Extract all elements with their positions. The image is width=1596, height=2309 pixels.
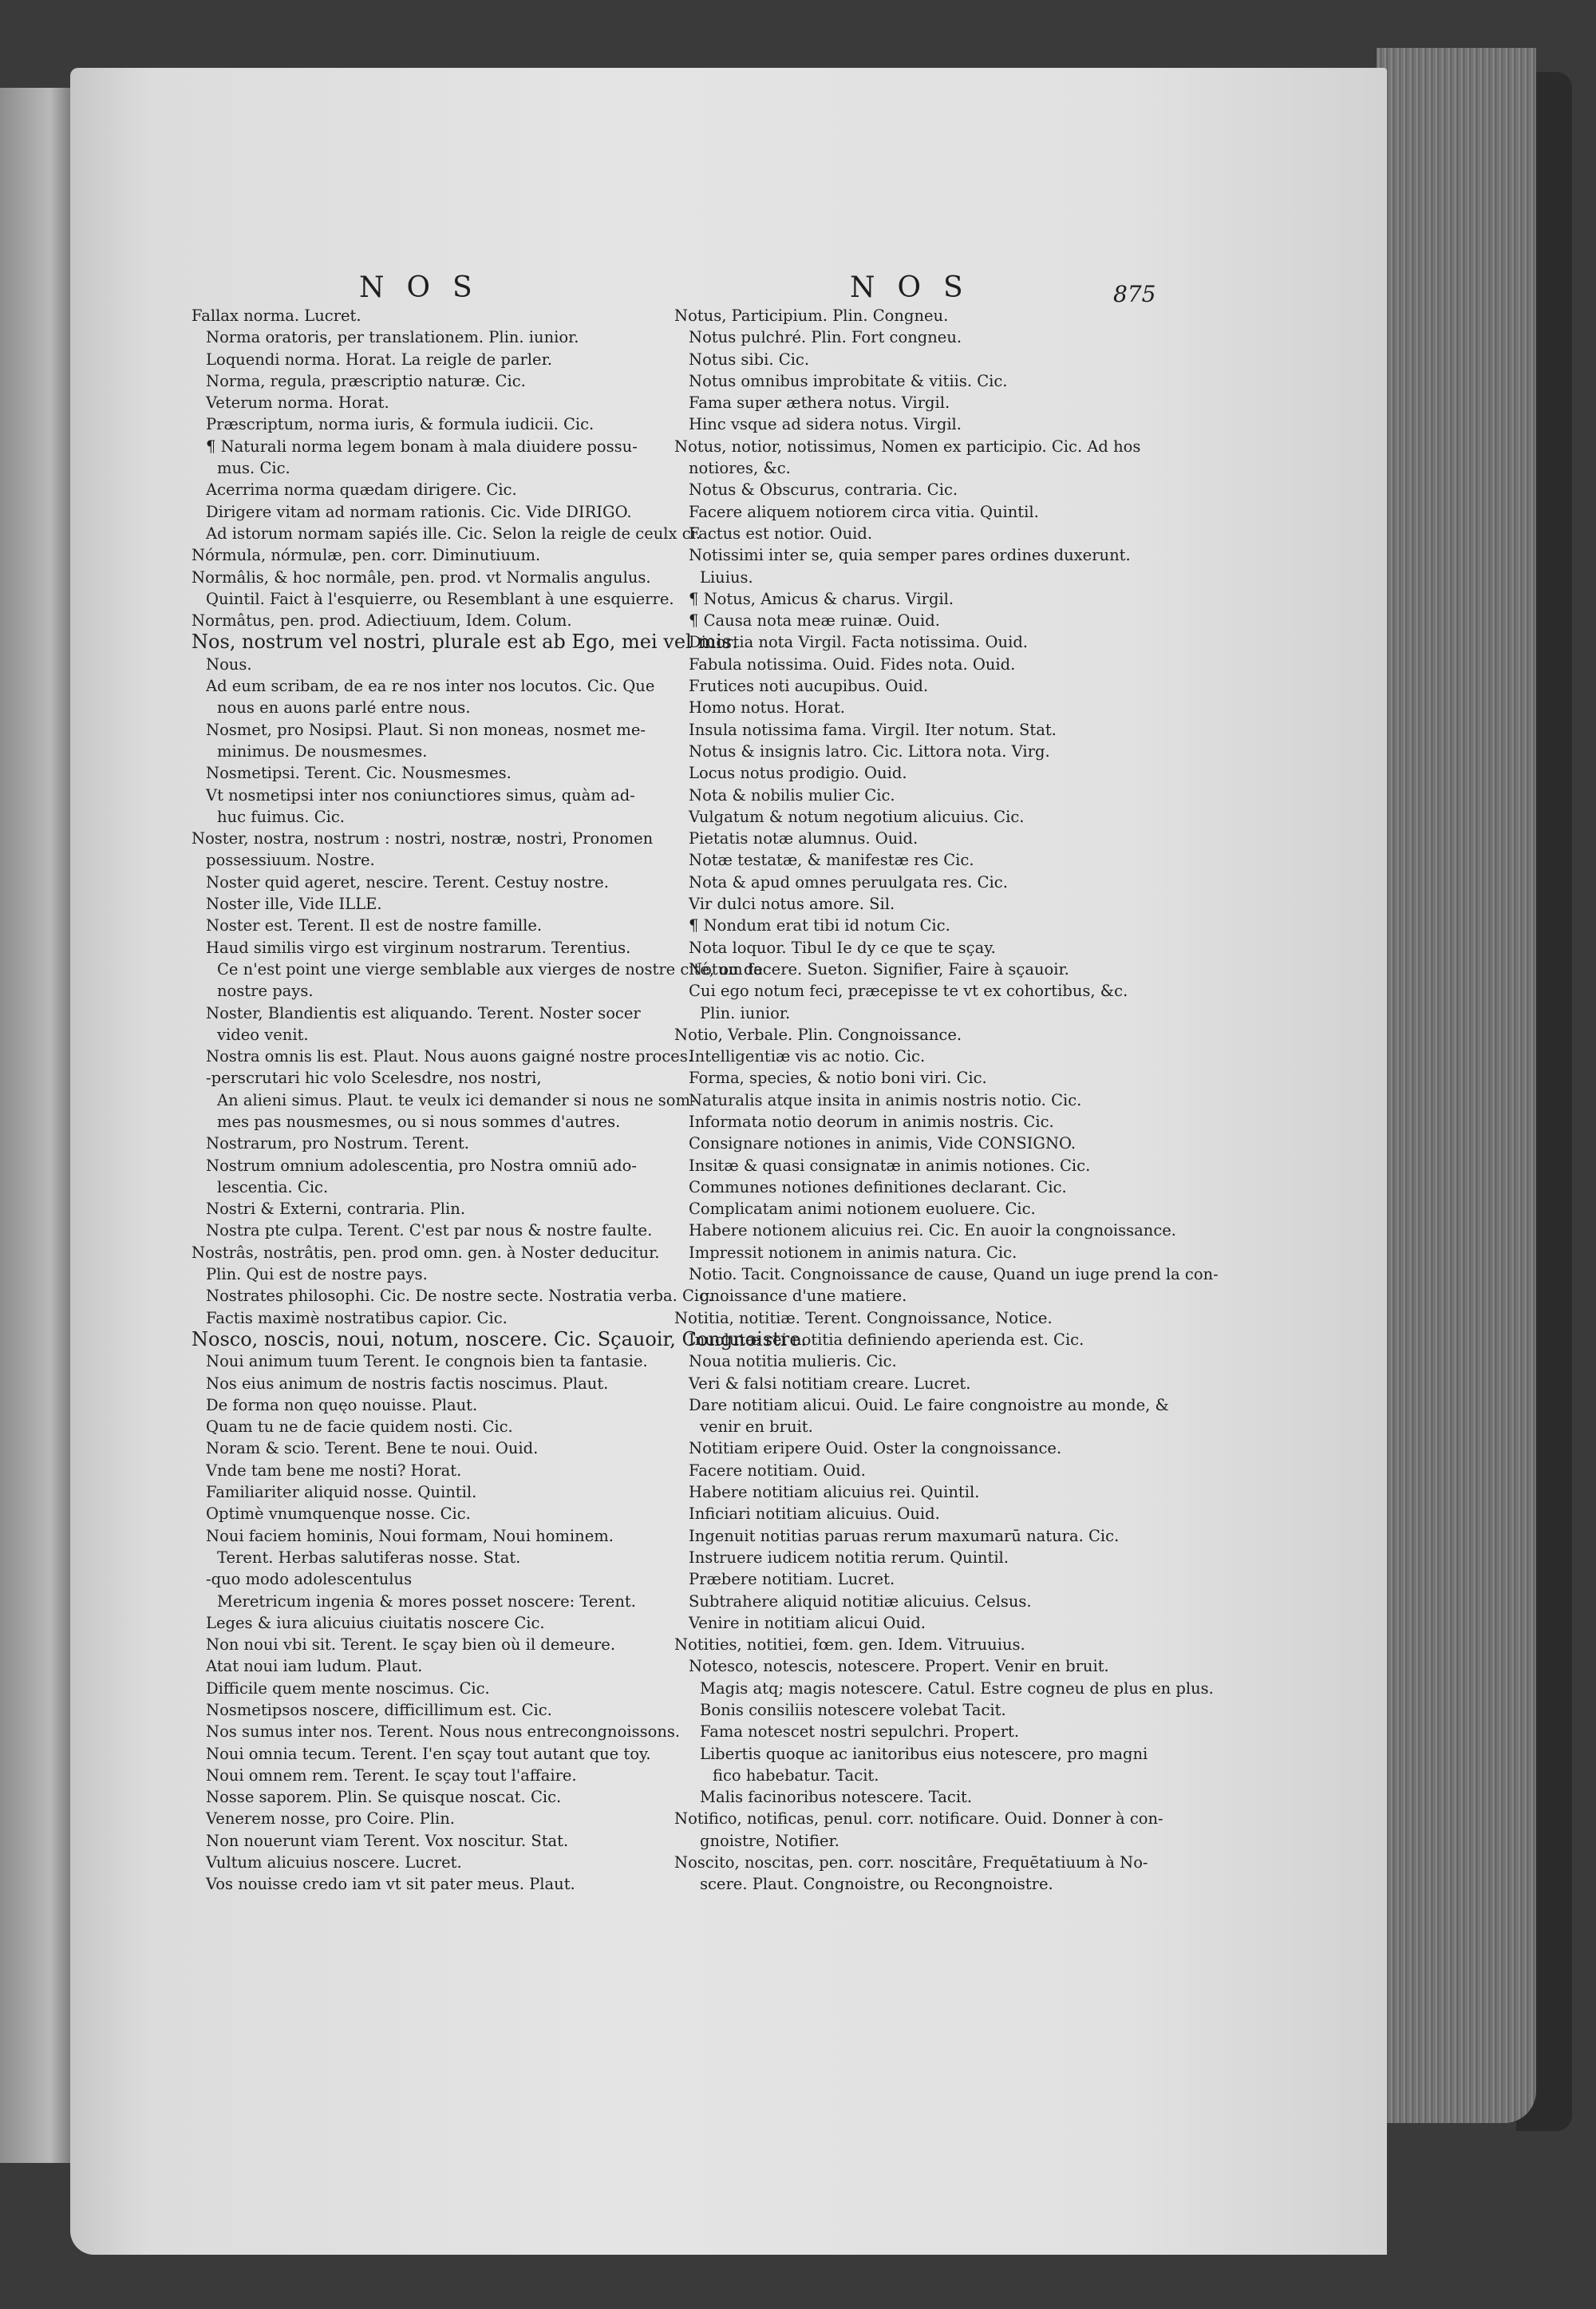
right-running-head: NOS bbox=[850, 271, 986, 304]
entry-line: Nota & nobilis mulier Cic. bbox=[689, 785, 895, 805]
entry-line: Vos nouisse credo iam vt sit pater meus. Plaut. bbox=[206, 1875, 575, 1894]
entry-line: Impressit notionem in animis natura. Cic. bbox=[689, 1243, 1017, 1262]
entry-line: Naturalis atque insita in animis nostris notio. Cic. bbox=[689, 1090, 1082, 1109]
entry-line: Notæ testatæ, & manifestæ res Cic. bbox=[689, 851, 974, 870]
entry-line: Nos, nostrum vel nostri, plurale est ab Ego, mei vel mis. bbox=[192, 631, 738, 654]
entry-line: Forma, species, & notio boni viri. Cic. bbox=[689, 1069, 987, 1088]
entry-line: ¶ Notus, Amicus & charus. Virgil. bbox=[689, 589, 954, 608]
entry-line: scere. Plaut. Congnoistre, ou Recongnoistre. bbox=[700, 1875, 1053, 1894]
entry-line: Notifico, notificas, penul. corr. notificare. Ouid. Donner à con- bbox=[674, 1809, 1163, 1829]
entry-line: Consignare notiones in animis, Vide CONSIGNO. bbox=[689, 1134, 1077, 1153]
entry-line: Optimè vnumquenque nosse. Cic. bbox=[206, 1504, 471, 1524]
right-column bbox=[674, 305, 1219, 1896]
entry-line: video venit. bbox=[217, 1025, 309, 1044]
entry-line: Noui omnia tecum. Terent. I'en sçay tout autant que toy. bbox=[206, 1744, 651, 1763]
entry-line: Nos eius animum de nostris factis noscimus. Plaut. bbox=[206, 1374, 609, 1393]
entry-line: Notitia, notitiæ. Terent. Congnoissance, Notice. bbox=[674, 1308, 1053, 1327]
entry-line: Noui omnem rem. Terent. Ie sçay tout l'affaire. bbox=[206, 1765, 577, 1785]
entry-line: Venire in notitiam alicui Ouid. bbox=[689, 1613, 926, 1632]
entry-line: Notio, Verbale. Plin. Congnoissance. bbox=[674, 1025, 962, 1044]
entry-line: Nostrum omnium adolescentia, pro Nostra omniū ado- bbox=[206, 1156, 637, 1175]
entry-line: Nous. bbox=[206, 654, 252, 674]
entry-line: Nota & apud omnes peruulgata res. Cic. bbox=[689, 872, 1008, 892]
entry-line: Noster ille, Vide ILLE. bbox=[206, 895, 382, 914]
entry-line: Notus pulchré. Plin. Fort congneu. bbox=[689, 328, 962, 347]
entry-line: Noui animum tuum Terent. Ie congnois bien ta fantasie. bbox=[206, 1352, 648, 1371]
entry-line: Ingenuit notitias paruas rerum maxumarū natura. Cic. bbox=[689, 1526, 1120, 1545]
entry-line: Noster, Blandientis est aliquando. Terent. Noster socer bbox=[206, 1003, 641, 1022]
entry-line: Inuolutæ rei notitia definiendo aperienda est. Cic. bbox=[689, 1330, 1084, 1349]
entry-line: ¶ Nondum erat tibi id notum Cic. bbox=[689, 916, 950, 935]
entry-line: nostre pays. bbox=[217, 982, 314, 1001]
entry-line: Fabula notissima. Ouid. Fides nota. Ouid. bbox=[689, 654, 1016, 674]
entry-line: Nórmula, nórmulæ, pen. corr. Diminutiuum. bbox=[192, 546, 541, 565]
entry-line: Notissimi inter se, quia semper pares ordines duxerunt. bbox=[689, 546, 1131, 565]
entry-line: Insitæ & quasi consignatæ in animis notiones. Cic. bbox=[689, 1156, 1091, 1175]
entry-line: Noui faciem hominis, Noui formam, Noui hominem. bbox=[206, 1526, 614, 1545]
entry-line: Notus omnibus improbitate & vitiis. Cic. bbox=[689, 371, 1008, 390]
entry-line: Veri & falsi notitiam creare. Lucret. bbox=[689, 1374, 971, 1393]
entry-line: Habere notionem alicuius rei. Cic. En auoir la congnoissance. bbox=[689, 1221, 1176, 1240]
entry-line: Quam tu ne de facie quidem nosti. Cic. bbox=[206, 1417, 513, 1437]
entry-line: Nostri & Externi, contraria. Plin. bbox=[206, 1200, 466, 1219]
facing-left-page-edge bbox=[0, 88, 72, 2163]
entry-line: Diuortia nota Virgil. Facta notissima. Ouid. bbox=[689, 633, 1029, 652]
entry-line: lescentia. Cic. bbox=[217, 1177, 329, 1196]
entry-line: Instruere iudicem notitia rerum. Quintil. bbox=[689, 1548, 1009, 1567]
entry-line: Insula notissima fama. Virgil. Iter notum. Stat. bbox=[689, 720, 1057, 739]
entry-line: Fallax norma. Lucret. bbox=[192, 306, 361, 325]
entry-line: Factis maximè nostratibus capior. Cic. bbox=[206, 1308, 508, 1327]
entry-line: Notus & Obscurus, contraria. Cic. bbox=[689, 480, 958, 500]
entry-line: Subtrahere aliquid notitiæ alicuius. Celsus. bbox=[689, 1591, 1032, 1611]
entry-line: mus. Cic. bbox=[217, 459, 290, 478]
entry-line: Nostra pte culpa. Terent. C'est par nous & nostre faulte. bbox=[206, 1221, 653, 1240]
entry-line: Notitiam eripere Ouid. Oster la congnoissance. bbox=[689, 1439, 1062, 1458]
entry-line: Notio. Tacit. Congnoissance de cause, Quand un iuge prend la con- bbox=[689, 1265, 1219, 1284]
entry-line: Atat noui iam ludum. Plaut. bbox=[206, 1657, 423, 1676]
entry-line: Magis atq; magis notescere. Catul. Estre cogneu de plus en plus. bbox=[700, 1678, 1214, 1698]
entry-line: gnoissance d'une matiere. bbox=[700, 1287, 907, 1306]
left-running-head: NOS bbox=[359, 271, 495, 304]
entry-line: Normâlis, & hoc normâle, pen. prod. vt Normalis angulus. bbox=[192, 567, 651, 587]
entry-line: -perscrutari hic volo Scelesdre, nos nostri, bbox=[206, 1069, 542, 1088]
entry-line: Notities, notitiei, fœm. gen. Idem. Vitruuius. bbox=[674, 1635, 1025, 1655]
entry-line: Pietatis notæ alumnus. Ouid. bbox=[689, 829, 918, 848]
entry-line: Noram & scio. Terent. Bene te noui. Ouid. bbox=[206, 1439, 539, 1458]
entry-line: Norma, regula, præscriptio naturæ. Cic. bbox=[206, 371, 526, 390]
entry-line: Noster, nostra, nostrum : nostri, nostræ, nostri, Pronomen bbox=[192, 829, 654, 848]
entry-line: Communes notiones definitiones declarant. Cic. bbox=[689, 1177, 1067, 1196]
entry-line: Notum facere. Sueton. Signifier, Faire à sçauoir. bbox=[689, 959, 1069, 979]
entry-line: Non nouerunt viam Terent. Vox noscitur. Stat. bbox=[206, 1831, 569, 1850]
entry-line: Nos sumus inter nos. Terent. Nous nous entrecongnoissons. bbox=[206, 1722, 681, 1742]
entry-line: Difficile quem mente noscimus. Cic. bbox=[206, 1678, 490, 1698]
entry-line: Fama super æthera notus. Virgil. bbox=[689, 393, 950, 413]
entry-line: ¶ Causa nota meæ ruinæ. Ouid. bbox=[689, 611, 940, 631]
entry-line: possessiuum. Nostre. bbox=[206, 851, 375, 870]
entry-line: Haud similis virgo est virginum nostrarum. Terentius. bbox=[206, 938, 631, 957]
entry-line: Ce n'est point une vierge semblable aux vierges de nostre cité, ou de bbox=[217, 959, 763, 979]
entry-line: minimus. De nousmesmes. bbox=[217, 741, 428, 761]
entry-line: Notus, notior, notissimus, Nomen ex participio. Cic. Ad hos bbox=[674, 437, 1141, 456]
entry-line: Nostrâs, nostrâtis, pen. prod omn. gen. à Noster deducitur. bbox=[192, 1243, 660, 1262]
entry-line: Quintil. Faict à l'esquierre, ou Resemblant à une esquierre. bbox=[206, 589, 674, 608]
entry-line: notiores, &c. bbox=[689, 459, 791, 478]
entry-line: fico habebatur. Tacit. bbox=[713, 1765, 879, 1785]
entry-line: Nosmetipsi. Terent. Cic. Nousmesmes. bbox=[206, 764, 512, 783]
entry-line: Frutices noti aucupibus. Ouid. bbox=[689, 677, 929, 696]
entry-line: Familiariter aliquid nosse. Quintil. bbox=[206, 1483, 477, 1502]
entry-line: Fama notescet nostri sepulchri. Propert. bbox=[700, 1722, 1020, 1742]
entry-line: Nosmet, pro Nosipsi. Plaut. Si non moneas, nosmet me- bbox=[206, 720, 646, 739]
entry-line: Dare notitiam alicui. Ouid. Le faire congnoistre au monde, & bbox=[689, 1395, 1169, 1414]
entry-line: venir en bruit. bbox=[700, 1417, 813, 1437]
entry-line: Norma oratoris, per translationem. Plin. iunior. bbox=[206, 328, 579, 347]
entry-line: Nosse saporem. Plin. Se quisque noscat. Cic. bbox=[206, 1788, 562, 1807]
entry-line: Habere notitiam alicuius rei. Quintil. bbox=[689, 1483, 980, 1502]
entry-line: Plin. Qui est de nostre pays. bbox=[206, 1265, 428, 1284]
entry-line: Locus notus prodigio. Ouid. bbox=[689, 764, 907, 783]
entry-line: Vulgatum & notum negotium alicuius. Cic. bbox=[689, 807, 1025, 826]
page-stack-edge bbox=[1377, 48, 1536, 2123]
entry-line: Liuius. bbox=[700, 567, 753, 587]
entry-line: Nosco, noscis, noui, notum, noscere. Cic. Sçauoir, Congnoistre. bbox=[192, 1327, 808, 1350]
entry-line: Noster est. Terent. Il est de nostre famille. bbox=[206, 916, 543, 935]
entry-line: Noster quid ageret, nescire. Terent. Cestuy nostre. bbox=[206, 872, 609, 892]
entry-line: Nostra omnis lis est. Plaut. Nous auons gaigné nostre proces. bbox=[206, 1047, 693, 1066]
entry-line: Præscriptum, norma iuris, & formula iudicii. Cic. bbox=[206, 415, 595, 434]
entry-line: Informata notio deorum in animis nostris. Cic. bbox=[689, 1112, 1054, 1131]
entry-line: -quo modo adolescentulus bbox=[206, 1570, 413, 1589]
entry-line: Homo notus. Horat. bbox=[689, 698, 845, 718]
entry-line: Complicatam animi notionem euoluere. Cic. bbox=[689, 1200, 1036, 1219]
entry-line: Acerrima norma quædam dirigere. Cic. bbox=[206, 480, 517, 500]
entry-line: Non noui vbi sit. Terent. Ie sçay bien où il demeure. bbox=[206, 1635, 616, 1655]
entry-line: Meretricum ingenia & mores posset noscere: Terent. bbox=[217, 1591, 636, 1611]
entry-line: Dirigere vitam ad normam rationis. Cic. Vide DIRIGO. bbox=[206, 502, 632, 521]
entry-line: Notus sibi. Cic. bbox=[689, 350, 810, 369]
entry-line: Loquendi norma. Horat. La reigle de parler. bbox=[206, 350, 552, 369]
entry-line: Factus est notior. Ouid. bbox=[689, 524, 873, 543]
entry-line: Plin. iunior. bbox=[700, 1003, 791, 1022]
entry-line: Notesco, notescis, notescere. Propert. Venir en bruit. bbox=[689, 1657, 1109, 1676]
entry-line: An alieni simus. Plaut. te veulx ici demander si nous ne som- bbox=[217, 1090, 696, 1109]
entry-line: Nota loquor. Tibul Ie dy ce que te sçay. bbox=[689, 938, 996, 957]
entry-line: Ad istorum normam sapiés ille. Cic. Selon la reigle de ceulx ci. bbox=[206, 524, 701, 543]
entry-line: mes pas nousmesmes, ou si nous sommes d'autres. bbox=[217, 1112, 621, 1131]
entry-line: Nostrates philosophi. Cic. De nostre secte. Nostratia verba. Cic. bbox=[206, 1287, 713, 1306]
entry-line: Ad eum scribam, de ea re nos inter nos locutos. Cic. Que bbox=[206, 677, 655, 696]
entry-line: Libertis quoque ac ianitoribus eius notescere, pro magni bbox=[700, 1744, 1148, 1763]
entry-line: Malis facinoribus notescere. Tacit. bbox=[700, 1788, 973, 1807]
entry-line: Vultum alicuius noscere. Lucret. bbox=[206, 1853, 462, 1872]
entry-line: Terent. Herbas salutiferas nosse. Stat. bbox=[217, 1548, 521, 1567]
entry-line: Facere notitiam. Ouid. bbox=[689, 1461, 866, 1480]
entry-line: Cui ego notum feci, præcepisse te vt ex cohortibus, &c. bbox=[689, 982, 1128, 1001]
entry-line: Intelligentiæ vis ac notio. Cic. bbox=[689, 1047, 926, 1066]
entry-line: Vnde tam bene me nosti? Horat. bbox=[206, 1461, 462, 1480]
entry-line: Nosmetipsos noscere, difficillimum est. Cic. bbox=[206, 1701, 552, 1719]
entry-line: Vt nosmetipsi inter nos coniunctiores simus, quàm ad- bbox=[206, 785, 635, 805]
entry-line: Nostrarum, pro Nostrum. Terent. bbox=[206, 1134, 470, 1153]
entry-line: Noscito, noscitas, pen. corr. noscitâre, Frequētatiuum à No- bbox=[674, 1853, 1148, 1872]
entry-line: ¶ Naturali norma legem bonam à mala diuidere possu- bbox=[206, 437, 638, 456]
entry-line: Notus & insignis latro. Cic. Littora nota. Virg. bbox=[689, 741, 1050, 761]
entry-line: Noua notitia mulieris. Cic. bbox=[689, 1352, 897, 1371]
entry-line: De forma non quęo nouisse. Plaut. bbox=[206, 1395, 478, 1414]
entry-line: Præbere notitiam. Lucret. bbox=[689, 1570, 895, 1589]
entry-line: Hinc vsque ad sidera notus. Virgil. bbox=[689, 415, 962, 434]
entry-line: Venerem nosse, pro Coire. Plin. bbox=[206, 1809, 455, 1829]
entry-line: Veterum norma. Horat. bbox=[206, 393, 389, 413]
entry-line: Inficiari notitiam alicuius. Ouid. bbox=[689, 1504, 940, 1524]
entry-line: Bonis consiliis notescere volebat Tacit. bbox=[700, 1701, 1006, 1719]
entry-line: Leges & iura alicuius ciuitatis noscere Cic. bbox=[206, 1613, 545, 1632]
entry-line: huc fuimus. Cic. bbox=[217, 807, 345, 826]
entry-line: Vir dulci notus amore. Sil. bbox=[689, 895, 895, 914]
entry-line: Notus, Participium. Plin. Congneu. bbox=[674, 306, 949, 325]
entry-line: Normâtus, pen. prod. Adiectiuum, Idem. Colum. bbox=[192, 611, 572, 631]
entry-line: gnoistre, Notifier. bbox=[700, 1831, 839, 1850]
entry-line: nous en auons parlé entre nous. bbox=[217, 698, 471, 718]
entry-line: Facere aliquem notiorem circa vitia. Quintil. bbox=[689, 502, 1039, 521]
page-number: 875 bbox=[1113, 281, 1156, 307]
